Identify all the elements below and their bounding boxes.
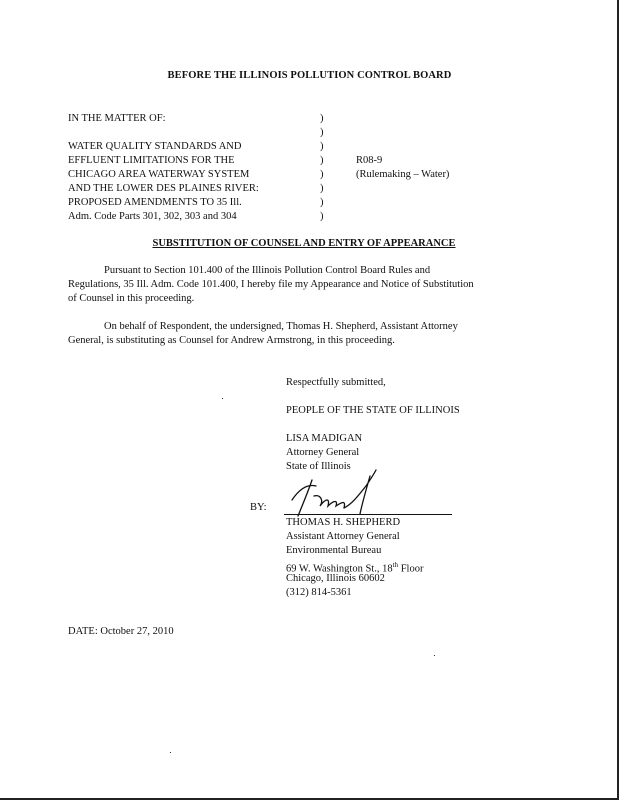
scan-speck	[222, 398, 223, 399]
handwritten-signature	[286, 466, 386, 520]
caption-line	[68, 126, 259, 140]
caption-line: WATER QUALITY STANDARDS AND	[68, 141, 242, 152]
signer-block	[286, 516, 423, 600]
caption-paren: )	[320, 169, 324, 180]
paragraph-line: of Counsel in this proceeding.	[68, 293, 195, 304]
signer-title: Assistant Attorney General	[286, 531, 400, 542]
filing-date: DATE: October 27, 2010	[68, 626, 174, 637]
ag-name: LISA MADIGAN	[286, 433, 363, 444]
scan-speck	[434, 655, 435, 656]
bureau: Environmental Bureau	[286, 545, 382, 556]
by-label: BY:	[250, 502, 267, 513]
caption-line: PROPOSED AMENDMENTS TO 35 Ill.	[68, 197, 242, 208]
docket-number: R08-9	[356, 155, 383, 166]
ag-title: Attorney General	[286, 447, 360, 458]
paragraph-line: On behalf of Respondent, the undersigned, Thomas H. Shepherd, Assistant Attorney	[104, 321, 458, 332]
caption-paren: )	[320, 127, 324, 138]
caption-line: CHICAGO AREA WATERWAY SYSTEM	[68, 169, 250, 180]
board-heading: BEFORE THE ILLINOIS POLLUTION CONTROL BOARD	[167, 70, 452, 81]
caption-paren: )	[320, 113, 324, 124]
case-caption	[68, 112, 259, 224]
document-title: SUBSTITUTION OF COUNSEL AND ENTRY OF APPEARANCE	[152, 238, 456, 249]
caption-line: IN THE MATTER OF:	[68, 113, 166, 124]
caption-parentheses	[320, 112, 324, 224]
caption-paren: )	[320, 141, 324, 152]
party-name: PEOPLE OF THE STATE OF ILLINOIS	[286, 405, 460, 416]
docket-type: (Rulemaking – Water)	[356, 169, 450, 180]
paragraph-line: General, is substituting as Counsel for Andrew Armstrong, in this proceeding.	[68, 335, 395, 346]
paragraph-appearance	[68, 264, 538, 306]
caption-line: AND THE LOWER DES PLAINES RIVER:	[68, 183, 259, 194]
paragraph-line: Pursuant to Section 101.400 of the Illinois Pollution Control Board Rules and	[104, 265, 431, 276]
scan-speck	[170, 752, 171, 753]
signer-name: THOMAS H. SHEPHERD	[286, 517, 401, 528]
ag-state: State of Illinois	[286, 461, 351, 472]
docket-info	[356, 154, 449, 182]
signature-line	[284, 514, 452, 515]
caption-paren: )	[320, 183, 324, 194]
paragraph-substitution	[68, 320, 538, 348]
city-state-zip: Chicago, Illinois 60602	[286, 573, 385, 584]
phone-number: (312) 814-5361	[286, 587, 352, 598]
closing: Respectfully submitted,	[286, 377, 386, 388]
caption-paren: )	[320, 211, 324, 222]
caption-paren: )	[320, 155, 324, 166]
caption-line: EFFLUENT LIMITATIONS FOR THE	[68, 155, 235, 166]
caption-paren: )	[320, 197, 324, 208]
street-address: 69 W. Washington St., 18th Floor	[286, 561, 424, 575]
paragraph-line: Regulations, 35 Ill. Adm. Code 101.400, I hereby file my Appearance and Notice of Substitution	[68, 279, 474, 290]
caption-line: Adm. Code Parts 301, 302, 303 and 304	[68, 211, 237, 222]
